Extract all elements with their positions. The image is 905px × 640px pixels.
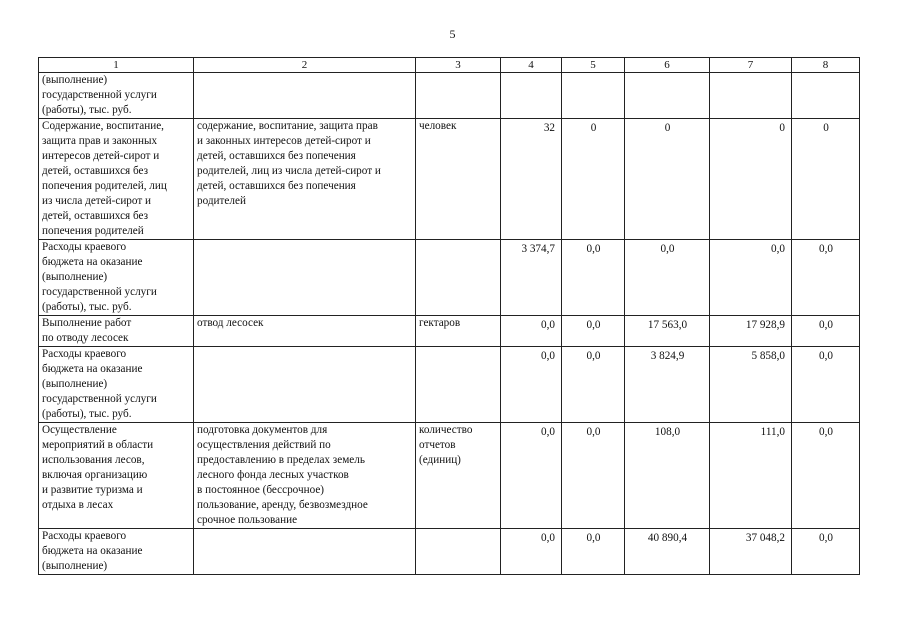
table-cell: 0 <box>710 119 792 240</box>
table-cell: 3 374,7 <box>501 240 562 316</box>
table-row <box>39 73 860 119</box>
table-cell: Расходы краевого бюджета на оказание (выполнение) государственной услуги (работы), тыс. руб. <box>39 347 194 423</box>
table-cell: 0 <box>792 119 860 240</box>
page-number: 5 <box>449 27 456 41</box>
table-cell: 17 563,0 <box>625 316 710 347</box>
table-cell: Содержание, воспитание, защита прав и законных интересов детей-сирот и детей, оставшихся без попечения родителей, лиц из числа детей-сирот и детей, оставшихся без попечения родителей <box>39 119 194 240</box>
table-cell: Осуществление мероприятий в области использования лесов, включая организацию и развитие туризма и отдыха в лесах <box>39 423 194 529</box>
table-cell <box>416 73 501 119</box>
col-header: 4 <box>501 58 562 73</box>
table-cell: человек <box>416 119 501 240</box>
table-row <box>39 119 860 240</box>
table-cell: 0,0 <box>710 240 792 316</box>
col-header: 5 <box>562 58 625 73</box>
table-cell: 0,0 <box>562 347 625 423</box>
table-cell: 0,0 <box>792 347 860 423</box>
table-cell: 0,0 <box>562 316 625 347</box>
table-cell: 0,0 <box>501 347 562 423</box>
table-cell <box>416 347 501 423</box>
table-cell <box>416 240 501 316</box>
table-cell <box>194 529 416 575</box>
table-cell: 0,0 <box>562 423 625 529</box>
table-cell: 0,0 <box>792 529 860 575</box>
table-cell: 32 <box>501 119 562 240</box>
col-header: 1 <box>39 58 194 73</box>
data-table <box>38 57 860 575</box>
table-row <box>39 316 860 347</box>
col-header: 8 <box>792 58 860 73</box>
table-cell: количество отчетов (единиц) <box>416 423 501 529</box>
table-cell <box>416 529 501 575</box>
table-cell <box>501 73 562 119</box>
table-row <box>39 423 860 529</box>
table-cell: 0,0 <box>562 240 625 316</box>
table-cell: 0,0 <box>501 529 562 575</box>
table-cell: Расходы краевого бюджета на оказание (выполнение) <box>39 529 194 575</box>
table-cell: 0 <box>562 119 625 240</box>
col-header: 3 <box>416 58 501 73</box>
table-cell <box>792 73 860 119</box>
header-row <box>39 58 860 73</box>
table-cell: Выполнение работ по отводу лесосек <box>39 316 194 347</box>
table-cell: 0,0 <box>792 240 860 316</box>
table-cell: отвод лесосек <box>194 316 416 347</box>
table-cell: подготовка документов для осуществления действий по предоставлению в пределах земель лесного фонда лесных участков в постоянное (бессрочное) пользование, аренду, безвозмездное срочное пользование <box>194 423 416 529</box>
table-cell: гектаров <box>416 316 501 347</box>
table-cell <box>194 347 416 423</box>
table-cell <box>562 73 625 119</box>
table-cell: 111,0 <box>710 423 792 529</box>
table-cell: 0,0 <box>501 423 562 529</box>
table-cell <box>194 240 416 316</box>
table-cell: 0,0 <box>792 423 860 529</box>
table-cell <box>194 73 416 119</box>
table-cell: 40 890,4 <box>625 529 710 575</box>
table-row <box>39 529 860 575</box>
table-cell: содержание, воспитание, защита прав и законных интересов детей-сирот и детей, оставшихся без попечения родителей, лиц из числа детей-сирот и детей, оставшихся без попечения родителей <box>194 119 416 240</box>
col-header: 6 <box>625 58 710 73</box>
table-row <box>39 347 860 423</box>
table-cell: 108,0 <box>625 423 710 529</box>
table-cell: 5 858,0 <box>710 347 792 423</box>
table-cell: (выполнение) государственной услуги (работы), тыс. руб. <box>39 73 194 119</box>
table-cell: 0,0 <box>562 529 625 575</box>
table-row <box>39 240 860 316</box>
table-cell: 0,0 <box>792 316 860 347</box>
table-cell <box>710 73 792 119</box>
table-cell: 0,0 <box>501 316 562 347</box>
table-cell: 0,0 <box>625 240 710 316</box>
table-cell <box>625 73 710 119</box>
table-cell: 17 928,9 <box>710 316 792 347</box>
table-cell: 0 <box>625 119 710 240</box>
col-header: 2 <box>194 58 416 73</box>
table-cell: 37 048,2 <box>710 529 792 575</box>
table-cell: Расходы краевого бюджета на оказание (выполнение) государственной услуги (работы), тыс. руб. <box>39 240 194 316</box>
table-cell: 3 824,9 <box>625 347 710 423</box>
col-header: 7 <box>710 58 792 73</box>
